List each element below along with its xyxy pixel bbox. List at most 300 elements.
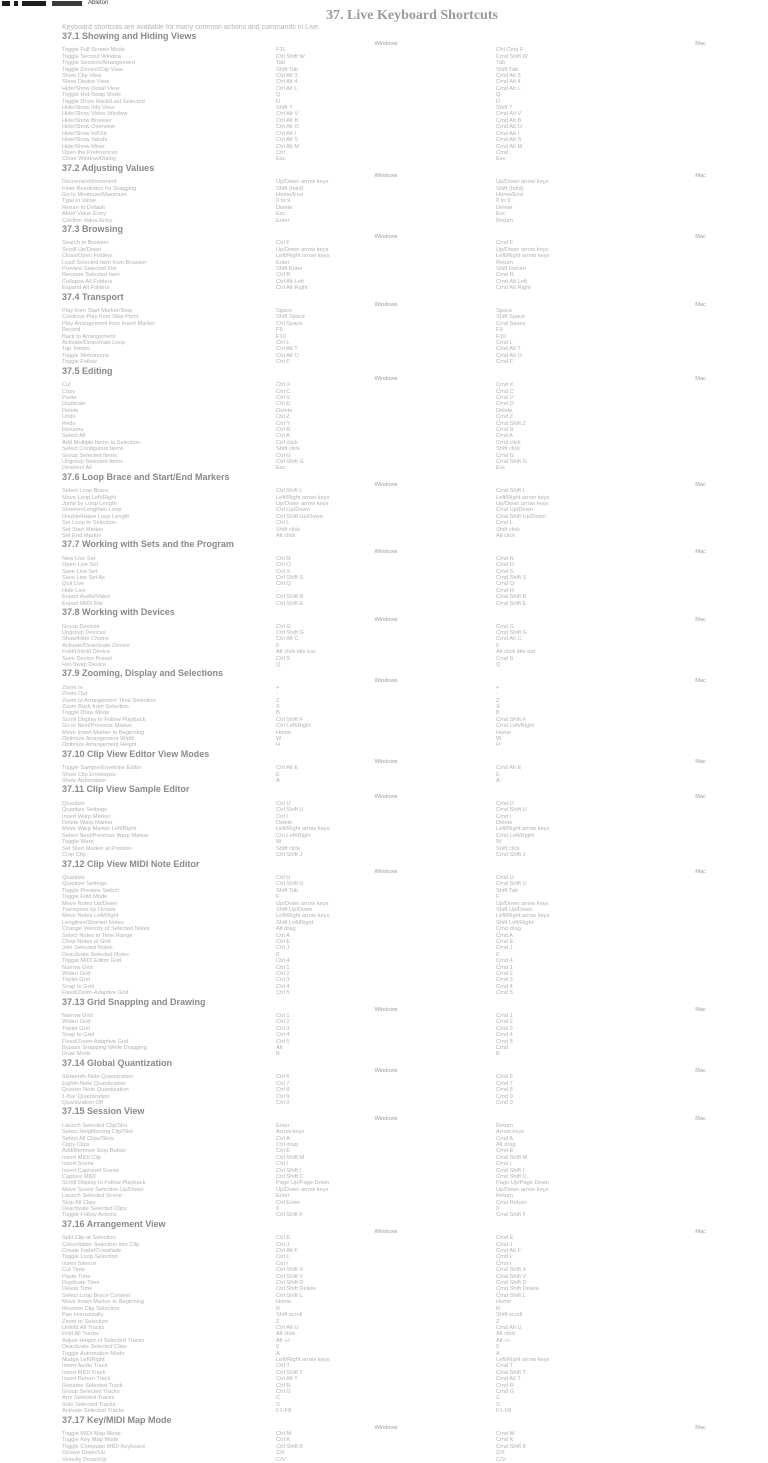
shortcut-mac: C/V [496,1456,506,1463]
shortcut-mac: Q [496,92,501,99]
shortcut-windows: - [276,691,278,698]
shortcut-mac: Cmd Left/Right [496,723,534,730]
shortcut-mac: Cmd , [496,149,512,156]
shortcut-windows: C/V [276,1456,286,1463]
shortcut-windows: Enter [276,259,290,266]
shortcut-row [62,1051,762,1057]
shortcut-action: Toggle Fold Mode [62,894,108,901]
shortcut-mac: Left/Right arrow keys [496,494,550,501]
shortcut-windows: Ctrl Shift K [276,1443,304,1450]
shortcut-windows: Ctrl L [276,340,290,347]
shortcut-windows: Ctrl Shift X [276,1267,304,1274]
shortcut-action: Paste [62,394,77,401]
shortcut-mac: Cmd T [496,1363,513,1370]
shortcut-mac: Cmd Shift G [496,629,527,636]
section-heading: 37.13 Grid Snapping and Drawing [62,996,206,1007]
shortcut-mac: Cmd G [496,452,515,459]
shortcut-row [62,285,762,291]
shortcut-action: Transpose by Octave [62,906,116,913]
shortcut-mac: Cmd Alt M [496,143,523,150]
shortcut-windows: Ctrl 0 [276,1099,290,1106]
shortcut-windows: Ctrl 4 [276,983,290,990]
shortcut-windows: Ctrl 3 [276,977,290,984]
shortcut-mac: + [496,684,500,691]
shortcut-mac: Cmd 0 [496,1099,513,1106]
shortcut-action: 1-Bar Quantization [62,1093,110,1100]
shortcut-mac: Cmd Up/Down [496,507,533,514]
shortcut-mac: Esc [496,156,506,163]
shortcut-mac: Alt +/- [496,1337,512,1344]
shortcut-windows: Left/Right arrow keys [276,913,330,920]
shortcut-windows: Ctrl Shift F [276,716,303,723]
shortcut-windows: Ctrl C [276,388,291,395]
shortcut-mac: Cmd H [496,587,514,594]
shortcut-windows: Ctrl K [276,1437,291,1444]
shortcut-action: Deselect All [62,465,92,472]
shortcut-mac: Cmd Shift R [496,594,527,601]
shortcut-windows: Ctrl 6 [276,1074,290,1081]
shortcut-action: Copy [62,388,76,395]
shortcut-windows: Shift Left/Right [276,919,314,926]
shortcut-windows: Ctrl Alt O [276,352,299,359]
shortcut-windows: Ctrl J [276,1241,290,1248]
shortcut-action: Search in Browser [62,240,109,247]
column-header-windows: Windows [374,1116,398,1123]
shortcut-action: Join Selected Notes [62,945,113,952]
shortcut-windows: Ctrl 9 [276,1093,290,1100]
shortcut-windows: Ctrl F [276,240,290,247]
shortcut-mac: Cmd F [496,359,514,366]
shortcut-mac: Z [496,697,500,704]
shortcut-windows: Ctrl S [276,655,291,662]
section-heading: 37.10 Clip View Editor View Modes [62,748,210,759]
shortcut-windows: Ctrl Alt O [276,124,299,131]
shortcut-mac: Cmd Shift S [496,575,527,582]
shortcut-windows: Ctrl L [276,520,290,527]
shortcut-windows: Arrow keys [276,1129,305,1136]
shortcut-windows: Ctrl Shift V [276,1273,304,1280]
shortcut-mac: Cmd 2 [496,971,513,977]
shortcut-windows: Delete [276,204,293,211]
shortcut-action: Close/Open Folders [62,253,113,260]
shortcut-mac: W [496,736,502,742]
shortcut-action: Go to Minimum/Maximum [62,191,127,198]
toolbar-bar [22,1,46,6]
shortcut-windows: Home [276,729,292,736]
shortcut-action: Select Notes in Time Range [62,932,133,939]
shortcut-action: Select Loop Brace Content [62,1292,130,1299]
shortcut-windows: Ctrl Space [276,320,303,327]
shortcut-windows: Ctrl Shift E [276,600,304,607]
shortcut-row [62,742,762,748]
shortcut-mac: Cmd D [496,401,514,408]
shortcut-mac: Cmd F [496,240,514,247]
shortcut-action: Toggle Warp [62,839,94,846]
shortcut-action: Set Start Marker at Position [62,845,132,852]
shortcut-windows: Ctrl Left/Right [276,723,311,730]
shortcut-mac: E [496,771,500,778]
shortcut-action: Show Device View [62,79,109,86]
shortcut-mac: Cmd 3 [496,977,513,984]
shortcut-windows: Ctrl Shift G [276,458,304,465]
shortcut-action: Eighth-Note Quantization [62,1080,126,1087]
shortcut-mac: Cmd G [496,1388,515,1395]
shortcut-action: Back to Arrangement [62,333,116,340]
column-header-windows: Windows [374,481,398,488]
shortcut-mac: F10 [496,333,506,340]
shortcut-mac: Cmd Alt T [496,1376,521,1383]
shortcut-action: Move Loop Left/Right [62,494,117,501]
shortcut-mac: Cmd M [496,1431,515,1437]
section-heading: 37.17 Key/MIDI Map Mode [62,1414,172,1425]
shortcut-windows: Shift Tab [276,887,299,894]
shortcut-mac: Cmd 2 [496,1019,513,1026]
shortcut-action: Hide/Show Sends [62,137,108,144]
shortcut-windows: Ctrl Shift D [276,1280,304,1287]
shortcut-action: Chop Notes at Grid [62,938,111,945]
shortcut-windows: Ctrl Shift Up/Down [276,513,323,520]
shortcut-mac: Esc [496,465,506,472]
shortcut-windows: Ctrl Alt C [276,636,299,643]
shortcut-windows: Alt [276,1045,283,1052]
shortcut-windows: W [276,736,282,742]
shortcut-windows: 0 [276,951,280,958]
tab-label: Ableton [88,0,109,6]
shortcut-action: Scroll Display to Follow Playback [62,716,146,723]
shortcut-mac: 0 [496,951,500,958]
shortcut-mac: Cmd Alt Left [496,278,527,285]
shortcut-action: Expand All Folders [62,285,110,292]
shortcut-mac: A [496,1350,500,1357]
shortcut-mac: Shift click [496,446,521,453]
shortcut-windows: Enter [276,1122,290,1129]
shortcut-windows: Ctrl click [276,439,298,446]
shortcut-windows: C [276,1395,281,1402]
shortcut-action: Arm Selected Tracks [62,1395,115,1402]
nav-icon[interactable] [14,1,18,6]
shortcut-action: Widen Grid [62,971,91,977]
shortcut-mac: Cmd 5 [496,990,513,997]
column-header-windows: Windows [374,375,398,382]
toolbar-tab[interactable] [52,1,82,6]
shortcut-windows: Shift Enter [276,266,303,272]
shortcut-action: Preview Selected File [62,266,117,272]
shortcut-mac: Cmd I [496,813,512,820]
shortcut-windows: + [276,684,280,691]
shortcut-action: Group Selected Items [62,452,118,459]
section-heading: 37.9 Zooming, Display and Selections [62,668,224,679]
shortcut-windows: D [276,98,281,105]
shortcut-mac: A [496,778,500,785]
shortcut-windows: Ctrl G [276,452,291,459]
shortcut-mac: F1-F8 [496,1408,512,1415]
shortcut-mac: H [496,742,501,749]
shortcut-action: Select Contiguous Items [62,446,124,453]
shortcut-windows: Ctrl I [276,813,289,820]
shortcut-windows: Ctrl Shift L [276,1292,303,1299]
shortcut-action: Zoom In [62,684,83,691]
shortcut-mac: Cmd R [496,426,514,433]
shortcut-windows: Ctrl U [276,874,291,881]
page-title: 37. Live Keyboard Shortcuts [326,8,498,23]
column-header-mac: Mac [695,1116,706,1123]
shortcut-mac: Ctrl Cmd F [496,47,524,54]
document [62,9,762,1463]
column-header-mac: Mac [695,758,706,765]
shortcut-mac: Cmd Return [496,1199,527,1206]
shortcut-mac: Cmd R [496,1382,514,1389]
shortcut-action: Copy Clips [62,1141,90,1148]
shortcut-action: Deactivate Selected Clips [62,1344,127,1351]
section-heading: 37.1 Showing and Hiding Views [62,31,197,41]
shortcut-windows: Ctrl Shift T [276,1369,303,1376]
shortcut-mac: Alt click [496,533,516,540]
shortcut-action: Toggle Follow Actions [62,1212,117,1219]
shortcut-action: Fold/Unfold Device [62,649,111,656]
shortcut-mac: 0 [496,642,500,649]
column-header-windows: Windows [374,549,398,556]
shortcut-windows: Ctrl Alt M [276,143,300,150]
shortcut-row [62,156,762,162]
column-header-windows: Windows [374,1424,398,1431]
shortcut-mac: Cmd Alt I [496,130,520,137]
shortcut-mac: Cmd Shift F [496,716,527,723]
shortcut-mac: Cmd I [496,1161,512,1168]
shortcut-action: Save Live Set As [62,575,105,582]
section-heading: 37.15 Session View [62,1106,145,1117]
shortcut-mac: Return [496,217,514,224]
shortcut-windows: Ctrl Alt V [276,111,299,118]
shortcut-mac: Return [496,259,514,266]
shortcut-windows: Alt click [276,1331,296,1338]
shortcut-mac: Shift Space [496,314,526,321]
shortcut-mac: C [496,1395,501,1402]
shortcut-mac: Cmd Alt 3 [496,73,521,80]
shortcut-action: Consolidate Selection into Clip [62,1241,140,1248]
shortcut-row [62,1212,762,1218]
shortcut-windows: Home/End [276,191,303,198]
shortcut-action: Select Next/Previous Warp Marker [62,832,150,839]
shortcut-mac: Cmd Alt O [496,352,522,359]
shortcut-row [62,990,762,996]
shortcut-action: Shorten/Lengthen Loop [62,507,122,514]
column-header-mac: Mac [695,1067,706,1074]
shortcut-windows: B [276,1051,280,1058]
section-heading: 37.7 Working with Sets and the Program [62,539,234,550]
shortcut-action: Capture MIDI [62,1173,96,1180]
shortcut-windows: Ctrl drag [276,1141,298,1148]
shortcut-action: Scroll Display to Follow Playback [62,1180,146,1187]
shortcut-action: Redo [62,420,76,427]
shortcut-action: Save Device Preset [62,655,112,662]
column-header-windows: Windows [374,1228,398,1235]
shortcut-mac: Cmd A [496,1135,514,1142]
shortcut-windows: Page Up/Page Down [276,1180,330,1187]
shortcut-mac: Cmd Shift V [496,1273,527,1280]
menu-icon[interactable] [2,1,10,6]
shortcut-mac: Cmd Alt Right [496,285,531,292]
column-header-mac: Mac [695,375,706,382]
shortcut-action: Hide/Show Browser [62,117,112,124]
shortcut-action: Set Start Marker [62,526,104,533]
shortcut-action: Activate/Deactivate Device [62,642,130,649]
shortcut-windows: S [276,1401,280,1408]
shortcut-row [62,852,762,858]
shortcut-windows: Left/Right arrow keys [276,1356,330,1363]
column-header-windows: Windows [374,1067,398,1074]
shortcut-mac: Delete [496,407,513,414]
shortcut-mac: Cmd Shift X [496,1267,527,1274]
column-header-windows: Windows [374,1006,398,1013]
shortcut-action: Duplicate [62,401,86,408]
shortcut-action: Play from Start Marker/Stop [62,308,133,315]
shortcut-action: Bypass Snapping While Dragging [62,1045,147,1052]
column-header-mac: Mac [695,233,706,240]
shortcut-windows: B [276,710,280,717]
shortcut-action: Insert MIDI Track [62,1369,106,1376]
shortcut-action: Set Loop to Selection [62,520,117,527]
shortcut-action: Unfold All Tracks [62,1324,105,1331]
shortcut-action: Triplet Grid [62,977,90,984]
shortcut-action: Select All Clips/Slots [62,1135,114,1142]
shortcut-action: Rename [62,426,84,433]
section-heading: 37.3 Browsing [62,223,124,234]
shortcut-mac: Cmd C [496,388,514,395]
shortcut-windows: Ctrl N [276,555,291,562]
shortcut-windows: F9 [276,327,283,334]
shortcut-windows: Ctrl Shift R [276,594,304,601]
shortcut-action: Quit Live [62,581,85,588]
shortcut-action: Toggle MIDI Editor Grid [62,958,122,965]
shortcut-mac: Shift click [496,845,521,852]
shortcut-windows: Z/X [276,1450,285,1457]
shortcut-mac: Arrow keys [496,1129,525,1136]
shortcut-action: Toggle Loop Selection [62,1254,118,1261]
shortcut-mac: Cmd U [496,800,514,807]
shortcut-mac: Cmd A [496,932,514,939]
shortcut-windows: Ctrl L [276,1254,290,1261]
shortcut-mac: Cmd V [496,394,514,401]
shortcut-mac: Cmd A [496,433,514,440]
shortcut-action: Toggle Key Map Mode [62,1437,119,1444]
shortcut-action: Hide/Show In/Out [62,130,107,137]
shortcut-action: Hide/Show Info View [62,105,115,112]
shortcut-windows: Enter [276,217,290,224]
shortcut-action: Toggle Hot-Swap Mode [62,92,122,99]
shortcut-windows: Delete [276,407,293,414]
shortcut-mac: Cmd 9 [496,1093,513,1100]
shortcut-mac: Shift ? [496,105,513,112]
shortcut-windows: R [276,1305,281,1312]
column-header-windows: Windows [374,617,398,624]
shortcut-mac: Cmd Alt T [496,346,521,353]
shortcut-mac: B [496,1051,500,1058]
column-header-windows: Windows [374,678,398,685]
shortcut-action: Set End Marker [62,533,102,540]
shortcut-action: Draw Mode [62,1051,92,1058]
shortcut-action: Toggle Automation Mode [62,1350,125,1357]
shortcut-mac: Cmd Alt 4 [496,79,521,86]
shortcut-mac: Cmd Alt S [496,137,522,144]
shortcut-action: Paste Time [62,1273,91,1280]
shortcut-mac: Cmd 5 [496,1038,513,1045]
shortcut-windows: Ctrl A [276,433,290,440]
shortcut-windows: Ctrl Q [276,581,291,588]
shortcut-windows: Ctrl Alt T [276,1376,298,1383]
shortcut-windows: F1-F8 [276,1408,292,1415]
shortcut-mac: Cmd G [496,623,515,630]
shortcut-action: Jump by Loop Length [62,501,117,507]
shortcut-windows: Shift Tab [276,66,299,73]
column-header-windows: Windows [374,41,398,47]
shortcut-action: Record [62,327,81,334]
shortcut-action: Scroll Up/Down [62,246,102,253]
shortcut-action: Launch Selected Clip/Slot [62,1122,128,1129]
column-header-mac: Mac [695,301,706,308]
shortcut-windows: Ctrl M [276,1431,292,1437]
shortcut-windows: Ctrl Y [276,420,291,427]
shortcut-windows: Ctrl 5 [276,990,290,997]
shortcut-mac: Left/Right arrow keys [496,1356,550,1363]
column-header-mac: Mac [695,1424,706,1431]
shortcut-action: Quantization Off [62,1099,103,1106]
shortcut-action: Toggle Follow [62,359,97,366]
shortcut-windows: Q [276,661,281,668]
shortcut-action: Hide Live [62,587,86,594]
shortcut-mac: Shift scroll [496,1312,523,1319]
shortcut-mac: S [496,1401,500,1408]
shortcut-windows: Z [276,1318,280,1325]
shortcut-action: Narrow Grid [62,964,93,971]
shortcut-mac: Home/End [496,191,523,198]
shortcut-mac: Cmd I [496,1260,512,1267]
shortcut-mac: Cmd Shift Z [496,420,527,427]
shortcut-windows: Z [276,697,280,704]
section-heading: 37.4 Transport [62,291,124,302]
shortcut-mac: - [496,691,498,698]
shortcut-mac: Cmd Space [496,320,526,327]
shortcut-mac: Cmd Shift M [496,1154,528,1161]
shortcut-windows: Ctrl R [276,1382,291,1389]
shortcut-mac: R [496,1305,501,1312]
shortcut-action: Snap to Grid [62,983,94,990]
shortcut-windows: W [276,839,282,846]
shortcut-action: Ungroup Devices [62,629,106,636]
shortcut-mac: Cmd Shift Up/Down [496,513,546,520]
shortcut-mac: Shift click [496,526,521,533]
shortcut-windows: Up/Down arrow keys [276,179,329,186]
shortcut-windows: F10 [276,333,286,340]
shortcut-mac: Cmd 4 [496,958,513,965]
shortcut-windows: Shift Up/Down [276,906,313,913]
shortcut-mac: Shift Tab [496,66,519,73]
shortcut-mac: Shift (hold) [496,185,524,192]
shortcut-windows: Ctrl Shift I [276,1167,301,1174]
shortcut-windows: Ctrl Up/Down [276,507,310,514]
shortcut-mac: Cmd E [496,938,514,945]
column-header-mac: Mac [695,1006,706,1013]
shortcut-mac: Cmd Shift L [496,1292,526,1299]
shortcut-windows: Ctrl 7 [276,1080,290,1087]
shortcut-action: Show Clip Envelopes [62,771,116,778]
shortcut-mac: Cmd U [496,874,514,881]
shortcut-action: Narrow Grid [62,1013,93,1020]
shortcut-windows: Esc [276,211,286,218]
shortcut-windows: Ctrl 3 [276,1025,290,1032]
shortcut-windows: Shift (hold) [276,185,304,192]
shortcut-row [62,1408,762,1414]
shortcut-mac: 0 [496,1206,500,1212]
